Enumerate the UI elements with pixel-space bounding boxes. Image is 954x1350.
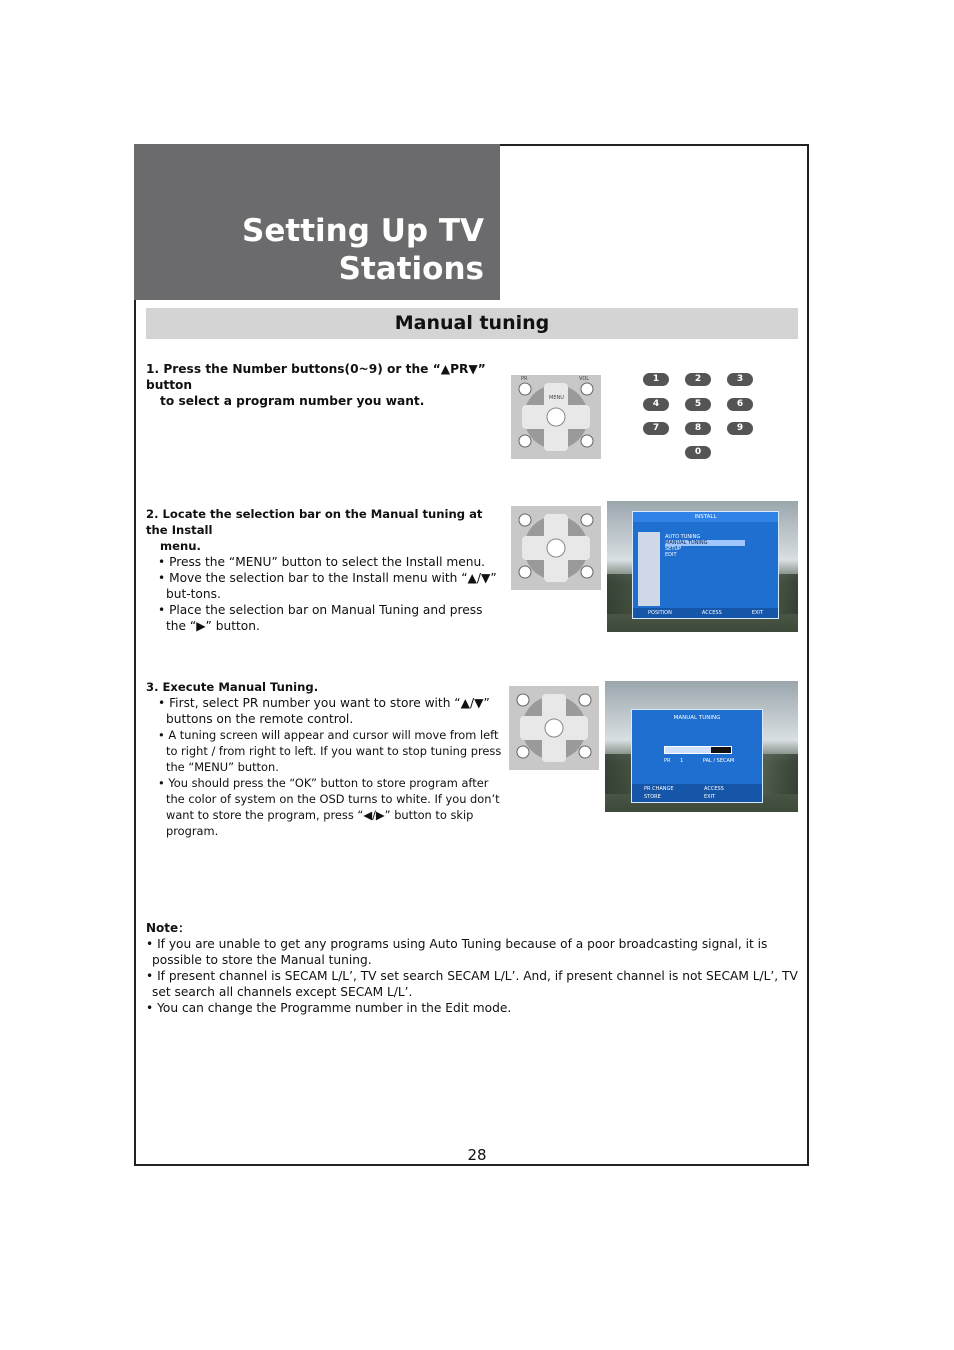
tuning-progress-bar	[664, 746, 732, 754]
step-3: 3. Execute Manual Tuning. • First, select PR number you want to store with “▲/▼” buttons on the remote control. • A tuning screen will appear and cursor will move from left to right / from right to left. If you want to stop tuning press the “MENU” button. • You should press the “OK” button to store program after the color of system on the OSD turns to white. If you don’t want to store the program, press “◀/▶” button to skip program.	[146, 680, 502, 838]
key-0: 0	[685, 446, 711, 459]
key-5: 5	[685, 398, 711, 411]
key-7: 7	[643, 422, 669, 435]
number-keypad	[640, 372, 760, 464]
remote-control-image	[509, 686, 599, 770]
svg-text:PR: PR	[521, 376, 528, 382]
tv-install-screenshot	[607, 501, 798, 632]
install-osd: INSTALL AUTO TUNING MANUAL TUNING SETUP EDIT POSITION ACCESS EXIT	[632, 511, 779, 619]
svg-text:MENU: MENU	[549, 395, 564, 401]
menu-icons	[638, 532, 660, 606]
remote-control-image	[511, 375, 601, 459]
page-number: 28	[467, 1146, 487, 1164]
tv-manual-tuning-screenshot	[605, 681, 798, 812]
remote-dpad-icon	[511, 375, 601, 459]
key-8: 8	[685, 422, 711, 435]
key-2: 2	[685, 373, 711, 386]
page-title: Setting Up TV Stations	[242, 213, 484, 287]
step-1: 1. Press the Number buttons(0~9) or the “▲PR▼” button to select a program number you want.	[146, 362, 486, 408]
step-2: 2. Locate the selection bar on the Manual tuning at the Install menu. • Press the “MENU” button to select the Install menu. • Move the selection bar to the Install menu with “▲/▼” but-tons. • Place the selection bar on Manual Tuning and press the “▶” button.	[146, 507, 497, 633]
key-3: 3	[727, 373, 753, 386]
remote-dpad-icon	[509, 686, 599, 770]
svg-text:VOL: VOL	[579, 376, 590, 382]
key-1: 1	[643, 373, 669, 386]
key-6: 6	[727, 398, 753, 411]
title-block	[134, 144, 500, 300]
key-4: 4	[643, 398, 669, 411]
key-9: 9	[727, 422, 753, 435]
section-title: Manual tuning	[394, 312, 550, 334]
note-section: Note： • If you are unable to get any programs using Auto Tuning because of a poor broadcasting signal, it is possible to store the Manual tuning. • If present channel is SECAM L/L’, TV set search SECAM L/L’. And, if present channel is not SECAM L/L’, TV set search all channels except SECAM L/L’. • You can change the Programme number in the Edit mode.	[146, 921, 798, 1015]
manual-tuning-osd: MANUAL TUNING PR 1 PAL / SECAM PR CHANGE ACCESS STORE EXIT	[631, 709, 763, 803]
remote-control-image	[511, 506, 601, 590]
section-header	[146, 308, 798, 339]
remote-dpad-icon	[511, 506, 601, 590]
